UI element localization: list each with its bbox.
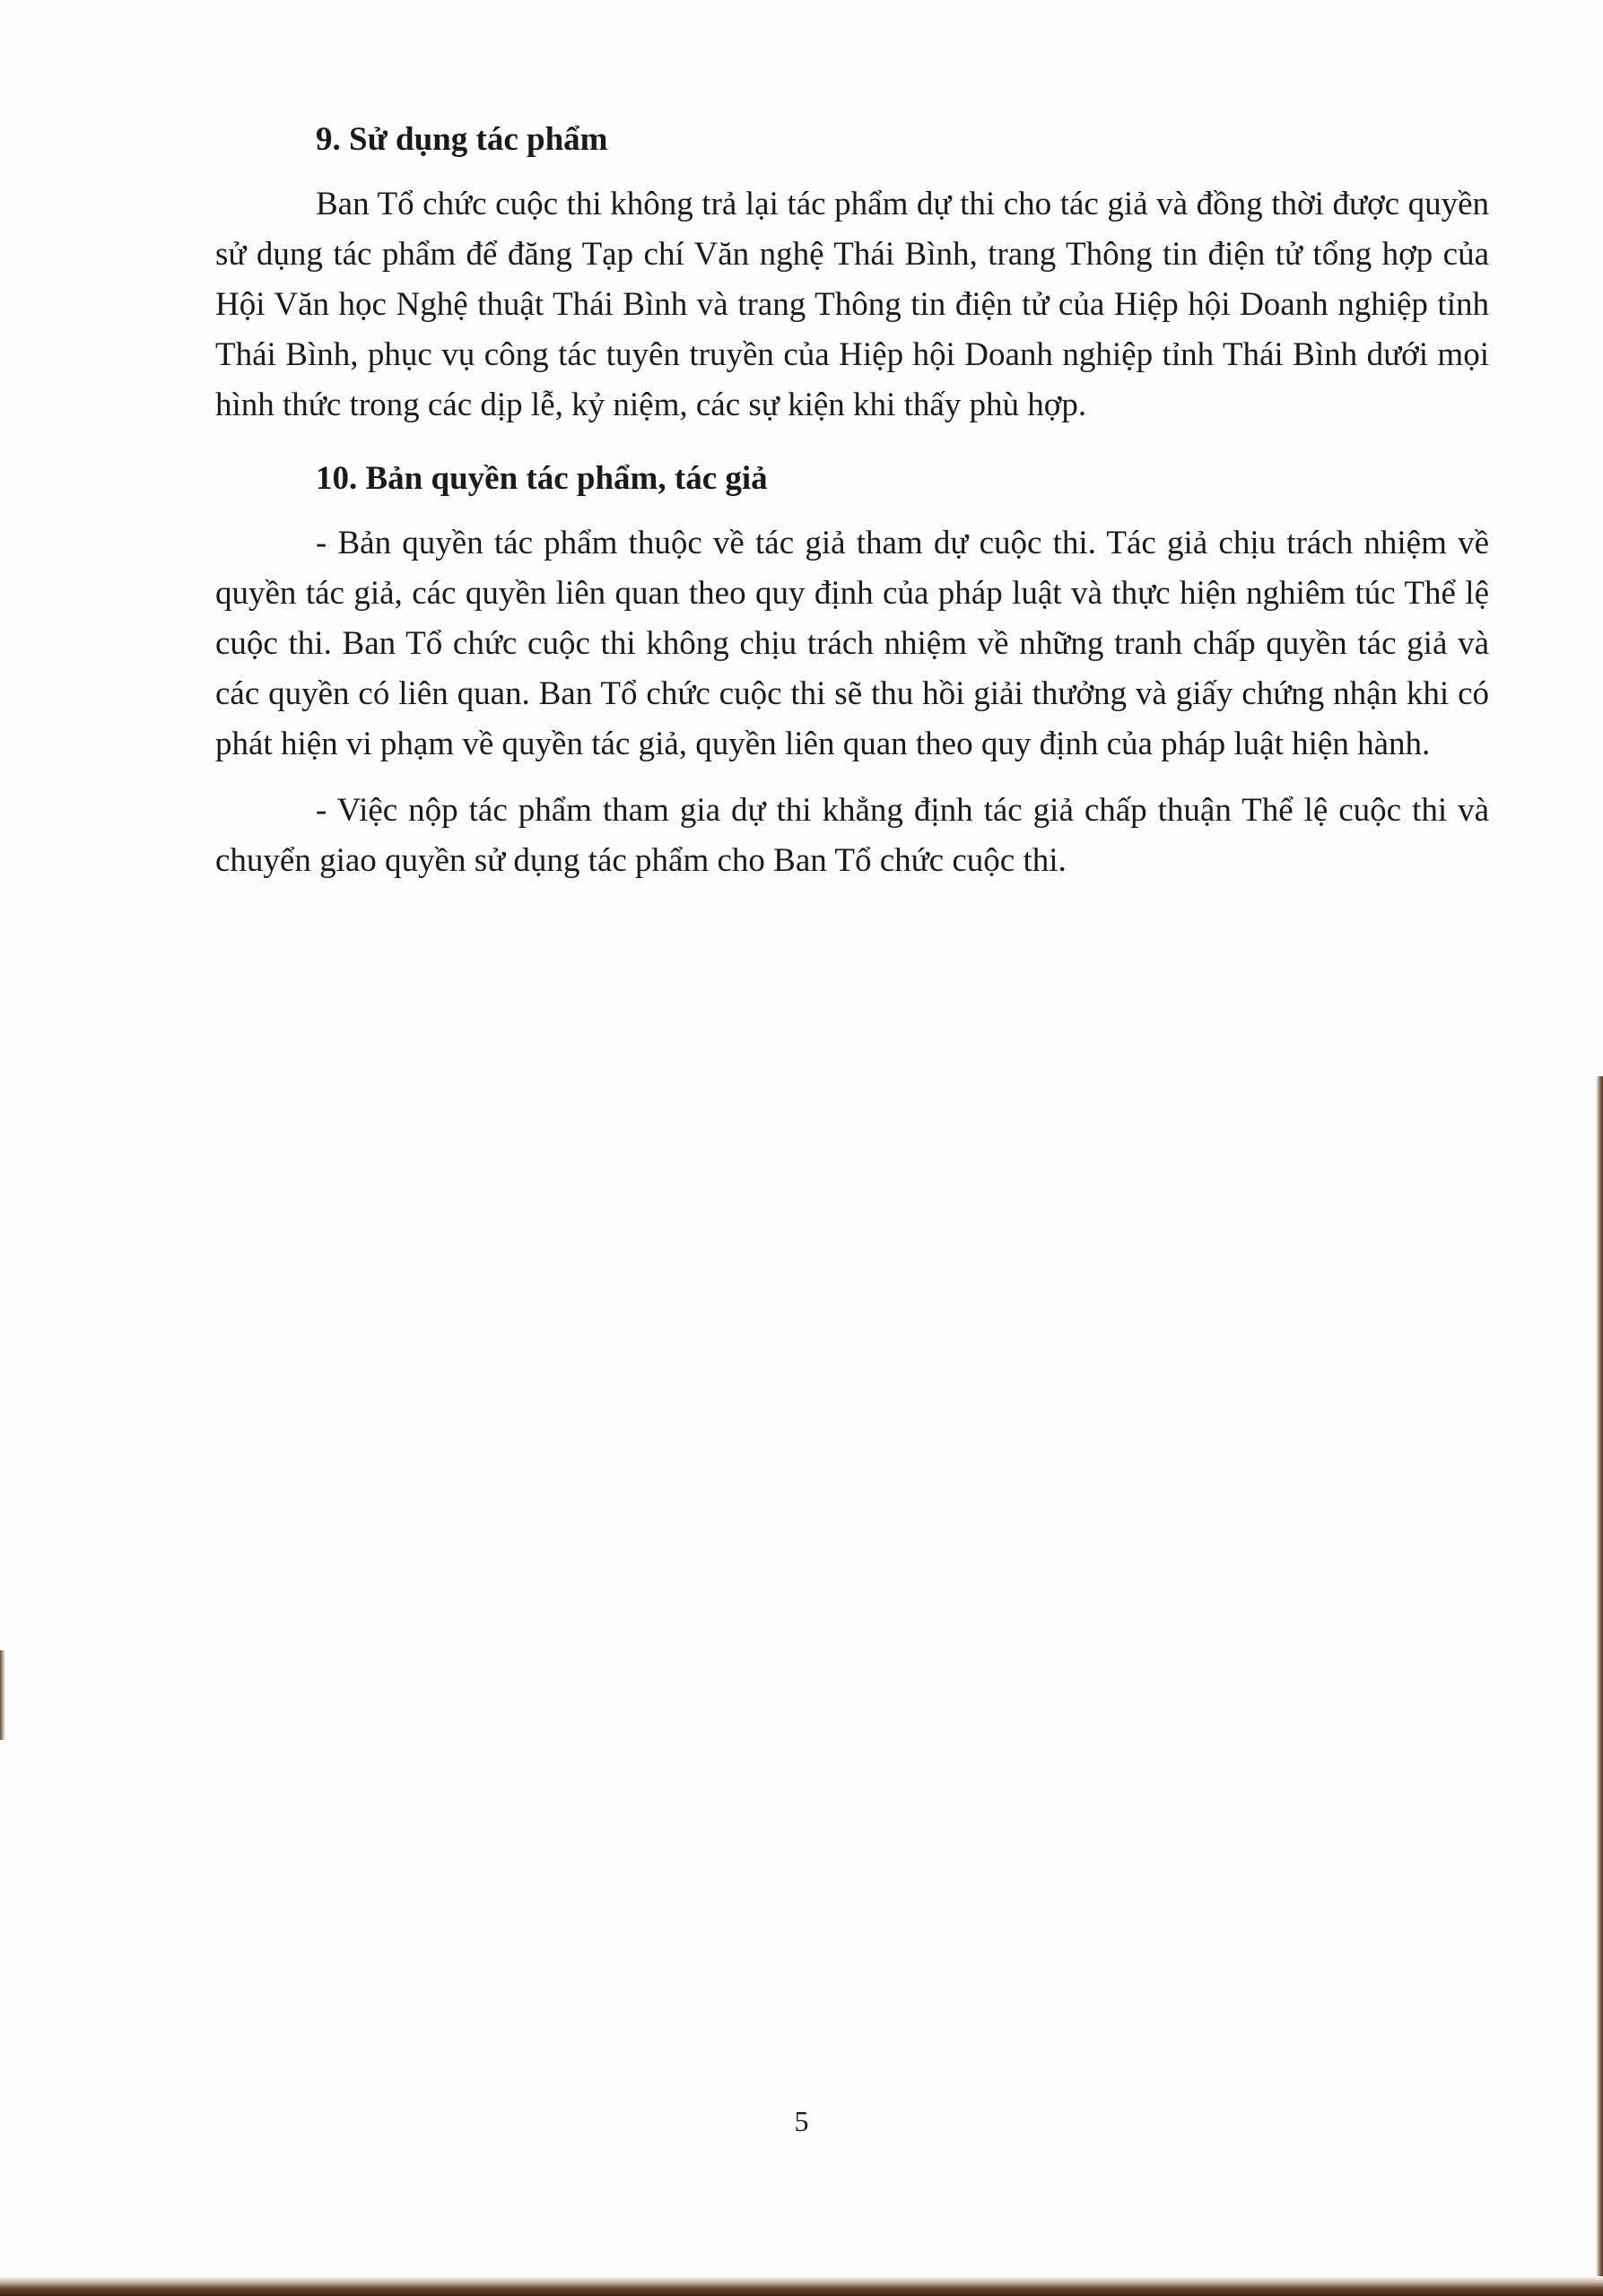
document-body xyxy=(215,117,1489,902)
section-usage-of-works xyxy=(215,117,1489,430)
page-number: 5 xyxy=(794,2105,809,2137)
scan-edge-left xyxy=(0,1650,5,1740)
paragraph: Ban Tổ chức cuộc thi không trả lại tác phẩm dự thi cho tác giả và đồng thời được quyền sử dụng tác phẩm để đăng Tạp chí Văn nghệ Thái Bình, trang Thông tin điện tử tổng hợp của Hội Văn học Nghệ thuật Thái Bình và trang Thông tin điện tử của Hiệp hội Doanh nghiệp tỉnh Thái Bình, phục vụ công tác tuyên truyền của Hiệp hội Doanh nghiệp tỉnh Thái Bình dưới mọi hình thức trong các dịp lễ, kỷ niệm, các sự kiện khi thấy phù hợp. xyxy=(215,186,1489,423)
scan-edge-bottom xyxy=(0,2276,1603,2296)
section-heading: 9. Sử dụng tác phẩm xyxy=(316,121,608,158)
section-copyright xyxy=(215,456,1489,886)
paragraph: - Bản quyền tác phẩm thuộc về tác giả tham dự cuộc thi. Tác giả chịu trách nhiệm về quyền tác giả, các quyền liên quan theo quy định của pháp luật và thực hiện nghiêm túc Thể lệ cuộc thi. Ban Tổ chức cuộc thi không chịu trách nhiệm về những tranh chấp quyền tác giả và các quyền có liên quan. Ban Tổ chức cuộc thi sẽ thu hồi giải thưởng và giấy chứng nhận khi có phát hiện vi phạm về quyền tác giả, quyền liên quan theo quy định của pháp luật hiện hành. xyxy=(215,525,1489,762)
paragraph: - Việc nộp tác phẩm tham gia dự thi khẳng định tác giả chấp thuận Thể lệ cuộc thi và chuyển giao quyền sử dụng tác phẩm cho Ban Tổ chức cuộc thi. xyxy=(215,792,1489,879)
section-heading: 10. Bản quyền tác phẩm, tác giả xyxy=(316,460,768,497)
